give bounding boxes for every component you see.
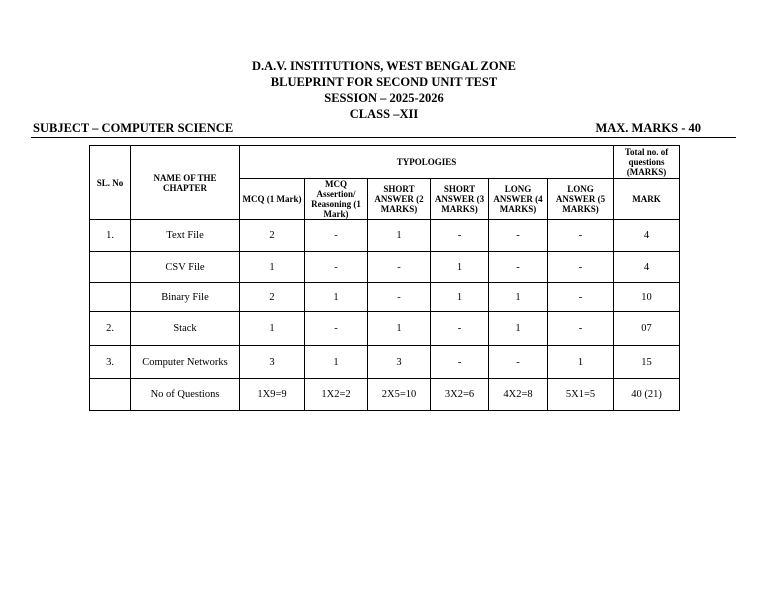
cell-ar: - bbox=[305, 252, 368, 283]
col-header-total: Total no. of questions (MARKS) bbox=[614, 146, 680, 179]
cell-mark: 40 (21) bbox=[614, 379, 680, 411]
cell-sl: 3. bbox=[90, 346, 131, 379]
cell-mcq: 2 bbox=[240, 283, 305, 312]
table-row bbox=[90, 220, 680, 252]
cell-mcq: 2 bbox=[240, 220, 305, 252]
cell-chapter: Binary File bbox=[131, 283, 240, 312]
cell-mcq: 1 bbox=[240, 252, 305, 283]
institution-title: D.A.V. INSTITUTIONS, WEST BENGAL ZONE bbox=[252, 59, 516, 73]
cell-chapter: Text File bbox=[131, 220, 240, 252]
sub-header-long-5: LONG ANSWER (5 MARKS) bbox=[548, 179, 614, 220]
subject-label: SUBJECT – COMPUTER SCIENCE bbox=[33, 121, 234, 135]
blueprint-title: BLUEPRINT FOR SECOND UNIT TEST bbox=[270, 75, 498, 89]
blueprint-table bbox=[89, 145, 680, 411]
sub-header-mark: MARK bbox=[614, 179, 680, 220]
cell-mark: 4 bbox=[614, 220, 680, 252]
sub-header-short-2: SHORT ANSWER (2 MARKS) bbox=[368, 179, 431, 220]
cell-sl bbox=[90, 379, 131, 411]
max-marks-label: MAX. MARKS - 40 bbox=[595, 121, 701, 135]
cell-mark: 07 bbox=[614, 312, 680, 346]
header-row-top bbox=[90, 146, 680, 179]
cell-sa2: - bbox=[368, 283, 431, 312]
session-title: SESSION – 2025-2026 bbox=[324, 91, 444, 105]
document-heading bbox=[0, 58, 768, 122]
col-header-sl: SL. No bbox=[90, 146, 131, 220]
cell-sa2: 3 bbox=[368, 346, 431, 379]
cell-chapter: CSV File bbox=[131, 252, 240, 283]
cell-sa2: - bbox=[368, 252, 431, 283]
cell-ar: 1 bbox=[305, 346, 368, 379]
cell-sa3: 1 bbox=[431, 252, 489, 283]
sub-header-mcq: MCQ (1 Mark) bbox=[240, 179, 305, 220]
cell-sa2: 1 bbox=[368, 312, 431, 346]
cell-chapter: Computer Networks bbox=[131, 346, 240, 379]
header-divider bbox=[31, 137, 736, 138]
cell-la4: 1 bbox=[489, 283, 548, 312]
col-header-chapter: NAME OF THE CHAPTER bbox=[131, 146, 240, 220]
sub-header-long-4: LONG ANSWER (4 MARKS) bbox=[489, 179, 548, 220]
cell-mcq: 1X9=9 bbox=[240, 379, 305, 411]
totals-row bbox=[90, 379, 680, 411]
cell-la4: 4X2=8 bbox=[489, 379, 548, 411]
cell-chapter: Stack bbox=[131, 312, 240, 346]
cell-la4: - bbox=[489, 346, 548, 379]
cell-mcq: 1 bbox=[240, 312, 305, 346]
cell-la4: - bbox=[489, 252, 548, 283]
table-row bbox=[90, 312, 680, 346]
cell-sl: 1. bbox=[90, 220, 131, 252]
cell-la5: - bbox=[548, 312, 614, 346]
cell-la5: - bbox=[548, 252, 614, 283]
table-row bbox=[90, 283, 680, 312]
cell-sa3: 3X2=6 bbox=[431, 379, 489, 411]
sub-header-short-3: SHORT ANSWER (3 MARKS) bbox=[431, 179, 489, 220]
cell-la5: 5X1=5 bbox=[548, 379, 614, 411]
class-title: CLASS –XII bbox=[349, 107, 419, 121]
cell-ar: 1X2=2 bbox=[305, 379, 368, 411]
cell-sl: 2. bbox=[90, 312, 131, 346]
col-header-typologies: TYPOLOGIES bbox=[240, 146, 614, 179]
cell-sa2: 2X5=10 bbox=[368, 379, 431, 411]
cell-chapter: No of Questions bbox=[131, 379, 240, 411]
cell-la5: - bbox=[548, 220, 614, 252]
cell-la4: - bbox=[489, 220, 548, 252]
cell-mark: 15 bbox=[614, 346, 680, 379]
cell-sa3: - bbox=[431, 220, 489, 252]
cell-mark: 4 bbox=[614, 252, 680, 283]
cell-la5: - bbox=[548, 283, 614, 312]
sub-header-assertion-reasoning: MCQ Assertion/ Reasoning (1 Mark) bbox=[305, 179, 368, 220]
table-row bbox=[90, 346, 680, 379]
cell-sa3: - bbox=[431, 346, 489, 379]
cell-sl bbox=[90, 252, 131, 283]
cell-la4: 1 bbox=[489, 312, 548, 346]
cell-mark: 10 bbox=[614, 283, 680, 312]
cell-mcq: 3 bbox=[240, 346, 305, 379]
cell-ar: - bbox=[305, 312, 368, 346]
cell-sl bbox=[90, 283, 131, 312]
cell-sa3: - bbox=[431, 312, 489, 346]
table-row bbox=[90, 252, 680, 283]
cell-sa3: 1 bbox=[431, 283, 489, 312]
cell-la5: 1 bbox=[548, 346, 614, 379]
cell-ar: 1 bbox=[305, 283, 368, 312]
cell-sa2: 1 bbox=[368, 220, 431, 252]
cell-ar: - bbox=[305, 220, 368, 252]
